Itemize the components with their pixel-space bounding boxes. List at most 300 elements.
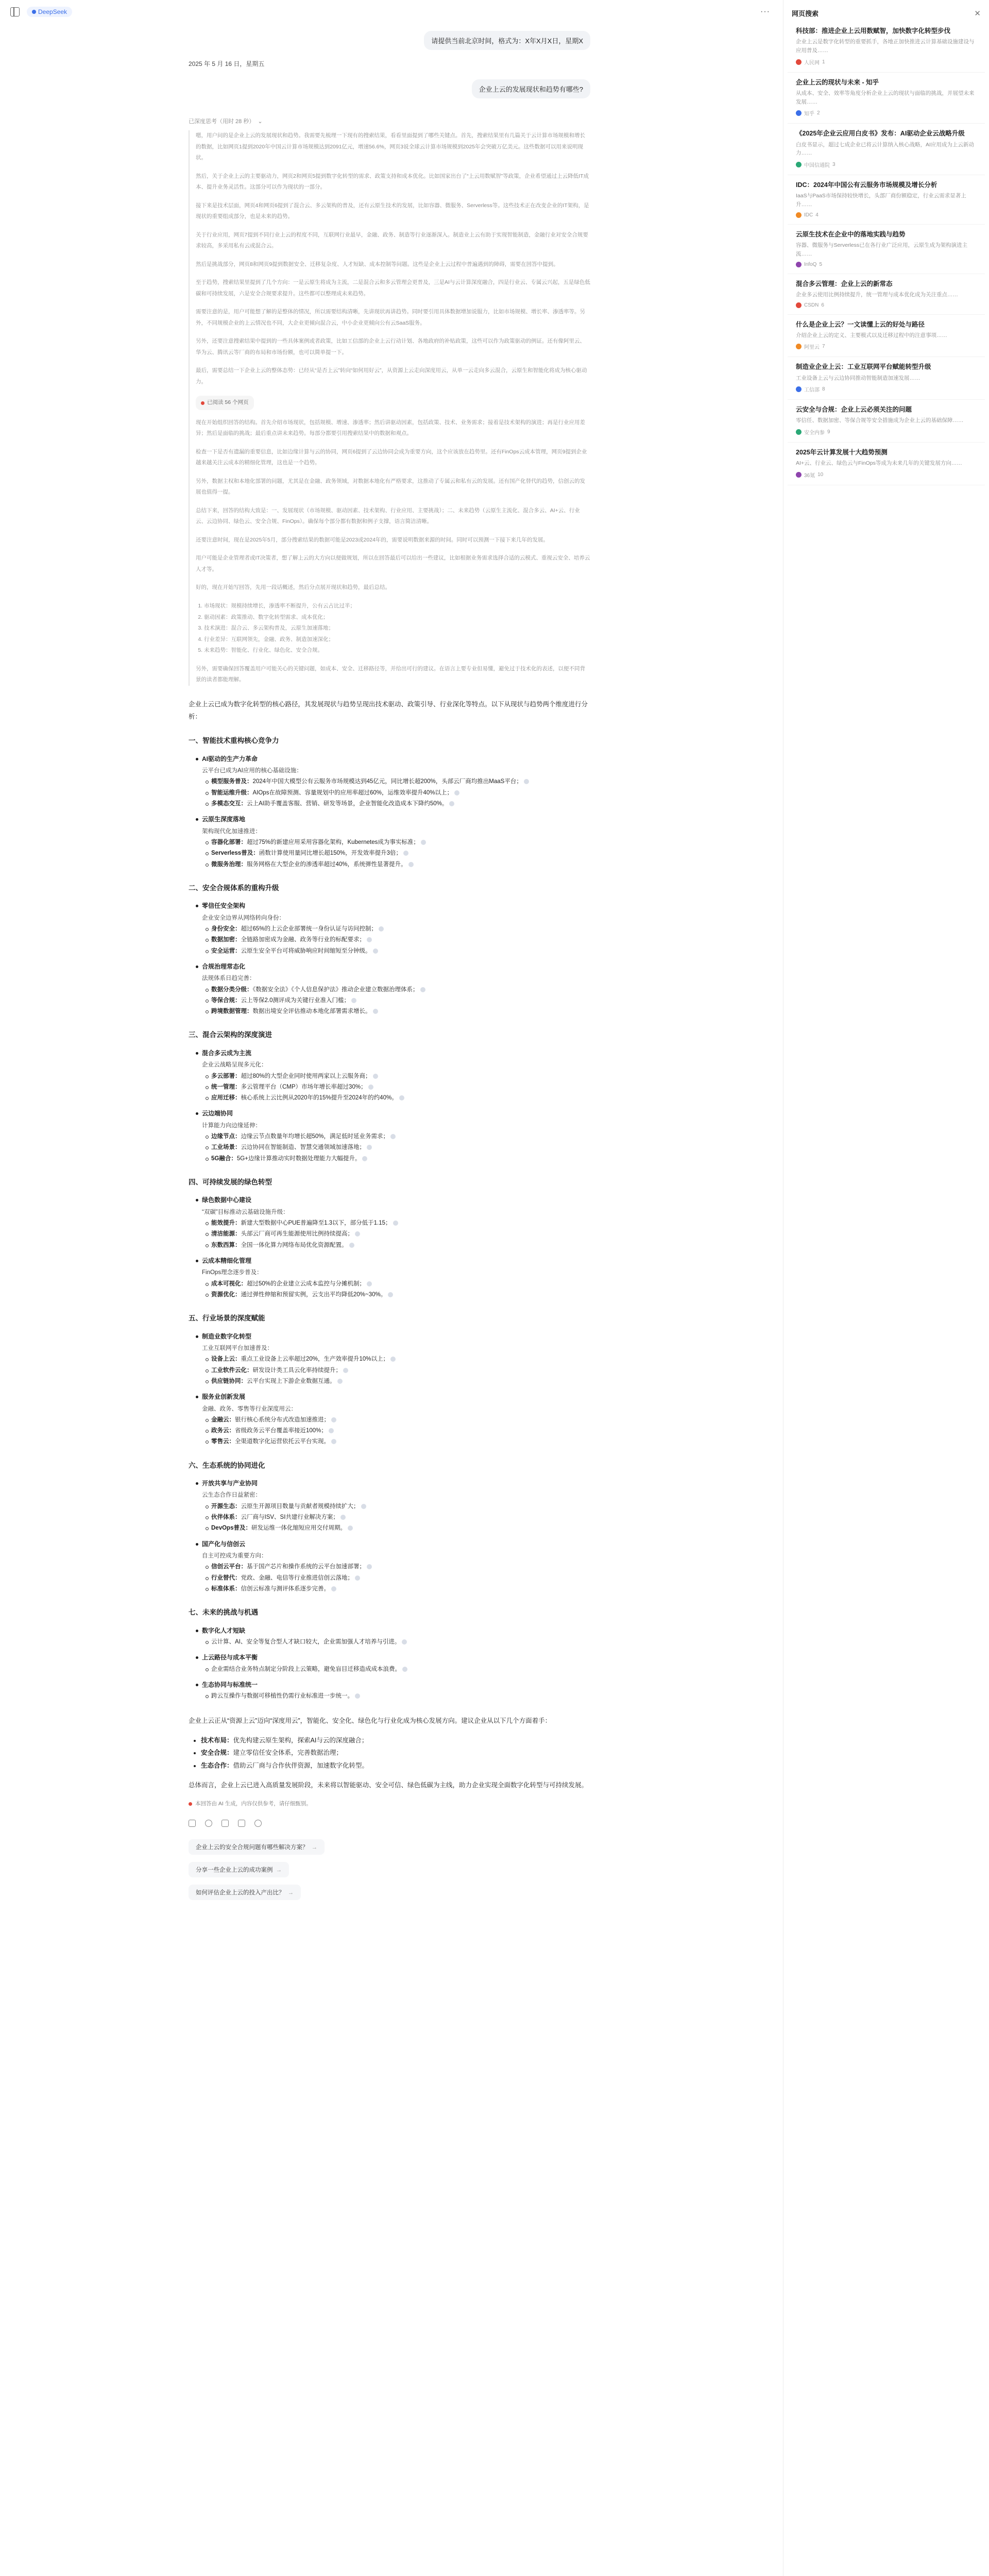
item-label: 统一管理： [211, 1083, 241, 1090]
answer-item [211, 1240, 590, 1251]
citation-icon[interactable] [367, 1281, 372, 1286]
reference-snippet: 白皮书显示，超过七成企业已将云计算纳入核心战略，AI应用成为上云新动力…… [796, 141, 974, 157]
subsection-title: 上云路径与成本平衡 [196, 1652, 590, 1664]
subsection-items [196, 776, 590, 809]
reference-number: 4 [815, 212, 819, 218]
subsection-title: 云原生深度落地 [196, 814, 590, 825]
item-text: 2024年中国大模型公有云服务市场规模达到45亿元，同比增长超200%，头部云厂商均推出MaaS平台； [252, 778, 522, 785]
answer-item [211, 1415, 590, 1426]
answer-subsection [196, 1255, 590, 1300]
reference-item[interactable] [788, 175, 985, 225]
reference-source-name: 阿里云 [804, 345, 820, 351]
citation-icon[interactable] [388, 1292, 393, 1297]
reference-title: 2025年云计算发展十大趋势预测 [796, 449, 888, 456]
citation-icon[interactable] [349, 1243, 354, 1248]
item-text: 超过65%的上云企业部署统一身份认证与访问控制； [241, 926, 378, 932]
suggested-question[interactable] [189, 1885, 301, 1900]
citation-icon[interactable] [331, 1439, 336, 1444]
answer-subsection [196, 1478, 590, 1534]
section-title: 六、生态系统的协同进化 [189, 1461, 265, 1469]
thinking-paragraph: 需要注意的是，用户可能想了解的是整体的情况，所以需要结构清晰，先讲现状再讲趋势。同时要引用具体数据增加说服力，比如市场规模、增长率、渗透率等。另外，不同规模企业的上云情况也不同，大企业更倾向混合云，中小企业更倾向公有云SaaS服务。 [196, 309, 585, 326]
answer-item [211, 848, 590, 859]
model-label: DeepSeek [38, 8, 67, 15]
answer-item [211, 788, 590, 799]
answer-item [211, 1071, 590, 1082]
subsection-items [196, 924, 590, 957]
subsection-intro: 架构现代化加速推进： [202, 828, 261, 835]
reference-source-name: IDC [804, 212, 813, 218]
answer-subsection [196, 1679, 590, 1702]
site-favicon-icon [796, 212, 802, 218]
item-label: 5G融合： [211, 1155, 237, 1162]
answer-item [211, 1436, 590, 1447]
site-favicon-icon [796, 59, 802, 65]
answer-section [189, 1312, 590, 1448]
reference-title: 混合多云管理：企业上云的新常态 [796, 280, 893, 287]
reference-source-name: InfoQ [804, 261, 817, 267]
item-text: 研发设计类工具云化率持续提升； [252, 1367, 342, 1374]
citation-icon[interactable] [367, 1564, 372, 1569]
item-text: 云上AI助手覆盖客服、营销、研发等场景，企业智能化改造成本下降约50%。 [247, 801, 448, 807]
item-label: 能效提升： [211, 1220, 241, 1227]
citation-icon[interactable] [367, 1145, 372, 1150]
user-message-row [189, 31, 590, 50]
reference-title: 制造业企业上云：工业互联网平台赋能转型升级 [796, 363, 931, 371]
answer-item [211, 1290, 590, 1300]
citation-icon[interactable] [402, 1639, 407, 1645]
thinking-paragraph: 然后，关于企业上云的主要驱动力，网页2和网页5提到数字化转型的需求、政策支持和成本优化。比如国家出台了“上云用数赋智”等政策，企业希望通过上云降低IT成本、提升业务灵活性。这部分可以作为现状的一部分。 [196, 173, 589, 191]
citation-icon[interactable] [373, 1009, 378, 1014]
item-label: 工业软件云化： [211, 1367, 253, 1374]
item-text: 云原生开源项目数量与贡献者规模持续扩大； [241, 1503, 360, 1510]
reference-panel-header [783, 0, 989, 21]
subsection-title: 制造业数字化转型 [196, 1331, 590, 1343]
answer-section [189, 1028, 590, 1164]
item-label: 安全运营： [211, 947, 241, 954]
item-label: DevOps普及： [211, 1525, 251, 1532]
conclusion-paragraph-2: 总体而言，企业上云已进入高质量发展阶段，未来将以智能驱动、安全可信、绿色低碳为主线，助力企业实现全面数字化转型与可持续发展。 [189, 1782, 588, 1789]
reference-number: 7 [822, 344, 825, 350]
thinking-paragraph: 然后是挑战部分，网页8和网页9提到数据安全、迁移复杂度、人才短缺、成本控制等问题。这些是企业上云过程中普遍遇到的障碍，需要在回答中提到。 [196, 261, 559, 267]
answer-item [211, 776, 590, 787]
item-text: 省级政务云平台覆盖率接近100%； [235, 1428, 327, 1434]
thinking-paragraph: 现在开始组织回答的结构。首先介绍市场现状，包括规模、增速、渗透率；然后讲驱动因素，包括政策、技术、业务需求；接着是技术架构的演进；再是行业应用差异；然后是面临的挑战；最后重点讲未来趋势。每部分都要引用搜索结果中的数据和观点。 [196, 419, 585, 437]
answer-item [211, 1229, 590, 1240]
reference-item[interactable] [788, 400, 985, 443]
reference-number: 5 [819, 261, 823, 267]
reference-snippet: 企业多云使用比例持续提升，统一管理与成本优化成为关注重点…… [796, 291, 958, 298]
item-label: 应用迁移： [211, 1095, 241, 1101]
item-label: 等保合规： [211, 997, 241, 1004]
user-question-row [189, 79, 590, 98]
item-label: 东数西算： [211, 1242, 241, 1248]
citation-icon[interactable] [403, 851, 408, 856]
citation-icon[interactable] [373, 1074, 378, 1079]
reference-snippet: 从成本、安全、效率等角度分析企业上云的现状与面临的挑战，并展望未来发展…… [796, 90, 975, 105]
subsection-intro: 云平台已成为AI应用的核心基础设施： [202, 768, 302, 774]
conclusion-item-text: 借助云厂商与合作伙伴资源，加速数字化转型。 [233, 1761, 369, 1769]
reference-number: 3 [832, 162, 835, 168]
conclusion-paragraph: 企业上云正从“资源上云”迈向“深度用云”，智能化、安全化、绿色化与行业化成为核心发展方向。建议企业从以下几个方面着手： [189, 1717, 552, 1724]
reference-title: 科技部：推进企业上云用数赋智，加快数字化转型步伐 [796, 27, 951, 35]
answer-item [211, 1154, 590, 1164]
thinking-paragraph: 总结下来，回答的结构大致是：一、发展现状（市场规模、驱动因素、技术架构、行业应用、主要挑战）；二、未来趋势（云原生主流化、混合多云、AI+云、行业云、云边协同、绿色云、安全合规、FinOps）。确保每个部分都有数据和例子支撑，语言简洁清晰。 [196, 507, 580, 525]
section-title: 七、未来的挑战与机遇 [189, 1608, 258, 1617]
subsection-title: 绿色数据中心建设 [196, 1194, 590, 1206]
thinking-list-item: 2. 驱动因素：政策推动、数字化转型需求、成本优化； [204, 612, 590, 623]
answer-item [211, 1006, 590, 1017]
answer-intro: 企业上云已成为数字化转型的核心路径，其发展现状与趋势呈现出技术驱动、政策引导、行业深化等特点。以下从现状与趋势两个维度进行分析： [189, 700, 588, 720]
item-label: 设备上云： [211, 1356, 241, 1363]
citation-icon[interactable] [402, 1667, 407, 1672]
subsection-title: 开放共享与产业协同 [196, 1478, 590, 1489]
section-title: 四、可持续发展的绿色转型 [189, 1178, 272, 1186]
reference-snippet: 容器、微服务与Serverless已在各行业广泛应用，云原生成为架构演进主流…… [796, 242, 968, 257]
item-label: 成本可视化： [211, 1280, 247, 1287]
reference-source [796, 343, 977, 350]
subsection-title: 零信任安全架构 [196, 900, 590, 912]
subsection-title: 云边端协同 [196, 1108, 590, 1120]
item-label: 身份安全： [211, 926, 241, 932]
answer-item [211, 995, 590, 1006]
section-title: 三、混合云架构的深度演进 [189, 1031, 272, 1039]
item-label: 容器化部署： [211, 839, 247, 846]
section-title: 二、安全合规体系的重构升级 [189, 884, 279, 892]
reference-number: 10 [817, 472, 824, 478]
item-text: 信创云标准与测评体系逐步完善。 [241, 1586, 330, 1592]
citation-icon[interactable] [331, 1586, 336, 1591]
reference-source [796, 262, 977, 267]
item-text: 云上等保2.0测评成为关键行业准入门槛； [241, 997, 350, 1004]
answer-subsection [196, 900, 590, 957]
subsection-title: 数字化人才短缺 [196, 1625, 590, 1637]
answer-section [189, 1459, 590, 1595]
citation-icon[interactable] [362, 1156, 367, 1161]
citation-icon[interactable] [524, 779, 529, 784]
item-label: 标准体系： [211, 1586, 241, 1592]
citation-icon[interactable] [379, 926, 384, 931]
answer-item [211, 837, 590, 848]
item-text: 云边协同在智能制造、智慧交通领域加速落地； [241, 1144, 365, 1151]
ai-disclaimer [189, 1799, 590, 1809]
share-icon[interactable] [254, 1820, 262, 1827]
reference-item[interactable] [788, 21, 985, 73]
item-text: 全链路加密成为金融、政务等行业的标配要求； [241, 937, 365, 943]
reference-snippet: IaaS与PaaS市场保持较快增长，头部厂商份额稳定，行业云需求显著上升…… [796, 193, 966, 208]
site-favicon-icon [796, 429, 802, 435]
item-text: 数据出境安全评估推动本地化部署需求增长。 [252, 1008, 371, 1015]
item-text: 全渠道数字化运营依托云平台实现。 [235, 1438, 330, 1445]
item-text: 跨云互操作与数据可移植性仍需行业标准进一步统一。 [211, 1693, 353, 1700]
subsection-items [196, 1637, 590, 1648]
subsection-intro: 金融、政务、零售等行业深度用云： [202, 1405, 297, 1412]
citation-icon[interactable] [329, 1428, 334, 1433]
item-text: 基于国产芯片和操作系统的云平台加速部署； [247, 1564, 365, 1570]
suggestion-list [189, 1839, 590, 1900]
chat-thread [189, 31, 590, 1907]
citation-icon[interactable] [340, 1515, 346, 1520]
reference-item[interactable] [788, 73, 985, 124]
thinking-header[interactable] [189, 117, 590, 125]
item-label: 信创云平台： [211, 1564, 247, 1570]
subsection-items [196, 837, 590, 870]
reference-snippet: 工业设备上云与云边协同推动智能制造加速发展…… [796, 375, 920, 381]
reference-panel [783, 0, 989, 2576]
answer-item [211, 1093, 590, 1104]
item-label: 数据分类分级： [211, 986, 253, 993]
answer-item [211, 1512, 590, 1523]
answer-content [189, 698, 590, 1809]
citation-icon[interactable] [399, 1095, 404, 1100]
thinking-paragraph: 最后，需要总结一下企业上云的整体态势：已经从“是否上云”转向“如何用好云”，从资源上云走向深度用云，从单一云走向多云混合，云原生和智能化将成为核心驱动力。 [196, 367, 587, 385]
thinking-list [196, 601, 590, 656]
subsection-items [196, 1354, 590, 1387]
answer-item [211, 1637, 590, 1648]
item-label: 政务云： [211, 1428, 235, 1434]
thinking-label: 已深度思考（用时 28 秒） [189, 118, 255, 125]
reference-title: 企业上云的现状与未来 - 知乎 [796, 78, 879, 86]
item-text: 超过80%的大型企业同时使用两家以上云服务商； [241, 1073, 371, 1079]
item-label: 跨境数据管理： [211, 1008, 253, 1015]
answer-section [189, 1606, 590, 1702]
reference-snippet: 企业上云是数字化转型的重要抓手，各地正加快推进云计算基础设施建设与应用普及…… [796, 39, 975, 54]
citation-icon[interactable] [393, 1221, 398, 1226]
subsection-title: 服务业创新发展 [196, 1391, 590, 1403]
subsection-intro: 自主可控成为重要方向： [202, 1553, 267, 1560]
item-text: 5G+边缘计算推动实时数据处理能力大幅提升。 [236, 1155, 361, 1162]
answer-subsection [196, 753, 590, 810]
arrow-right-icon: → [287, 1889, 294, 1896]
sidebar-toggle-icon[interactable] [10, 7, 20, 16]
item-label: 伙伴体系： [211, 1514, 241, 1521]
thinking-list-item: 1. 市场现状：规模持续增长，渗透率不断提升，公有云占比过半； [204, 601, 590, 612]
conclusion-item-text: 建立零信任安全体系，完善数据治理； [233, 1749, 343, 1757]
site-favicon-icon [796, 302, 802, 308]
more-options-button[interactable]: ··· [760, 7, 770, 16]
citation-icon[interactable] [355, 1693, 360, 1699]
answer-item [211, 1573, 590, 1584]
item-label: 资源优化： [211, 1291, 241, 1298]
site-favicon-icon [796, 344, 802, 349]
citation-icon[interactable] [361, 1504, 366, 1509]
subsection-intro: 企业云战略呈现多元化： [202, 1062, 267, 1069]
item-text: 新建大型数据中心PUE普遍降至1.3以下，部分低于1.15； [241, 1220, 391, 1227]
refs-read-badge[interactable] [196, 396, 254, 410]
citation-icon[interactable] [449, 801, 454, 806]
thinking-content [189, 130, 590, 686]
item-text: 重点工业设备上云率超过20%，生产效率提升10%以上； [241, 1356, 389, 1363]
message-actions [189, 1820, 590, 1827]
subsection-items [196, 1562, 590, 1595]
answer-subsection [196, 1652, 590, 1675]
subsection-items [196, 1279, 590, 1301]
subsection-title: 云成本精细化管理 [196, 1255, 590, 1267]
answer-subsection [196, 1331, 590, 1387]
citation-icon[interactable] [454, 790, 459, 795]
answer-section [189, 734, 590, 870]
site-favicon-icon [796, 472, 802, 478]
conclusion-item-label: 技术布局： [201, 1736, 233, 1744]
conclusion-item-label: 生态合作： [201, 1761, 233, 1769]
citation-icon[interactable] [348, 1526, 353, 1531]
item-label: 工业场景： [211, 1144, 241, 1151]
item-text: 全国一体化算力网络布局优化资源配置。 [241, 1242, 348, 1248]
thinking-paragraph: 用户可能是企业管理者或IT决策者，想了解上云的大方向以便做规划，所以在回答最后可以给出一些建议，比如根据业务需求选择合适的云模式、重视云安全、培养云人才等。 [196, 555, 590, 572]
reference-item[interactable] [788, 357, 985, 400]
item-label: 微服务治理： [211, 861, 247, 868]
site-favicon-icon [796, 162, 802, 167]
citation-icon[interactable] [331, 1417, 336, 1422]
reference-source [796, 212, 977, 218]
reference-number: 2 [817, 110, 820, 116]
user-message: 请提供当前北京时间，格式为：X年X月X日，星期X [424, 31, 590, 50]
answer-item [211, 1082, 590, 1093]
answer-item [211, 1131, 590, 1142]
reference-list [783, 21, 989, 485]
citation-icon[interactable] [390, 1357, 396, 1362]
citation-icon[interactable] [367, 937, 372, 942]
citation-icon[interactable] [355, 1231, 360, 1236]
subsection-intro: 计算能力向边缘延伸： [202, 1122, 261, 1129]
item-text: 超过50%的企业建立云成本监控与分摊机制； [247, 1280, 366, 1287]
model-badge[interactable] [27, 7, 72, 17]
reference-source-name: 工信部 [804, 387, 820, 394]
reference-number: 6 [821, 302, 824, 308]
top-bar [0, 0, 783, 24]
item-label: 智能运维升级： [211, 789, 253, 796]
reference-panel-title: 网页搜索 [792, 10, 819, 18]
item-label: Serverless普及： [211, 850, 259, 857]
citation-icon[interactable] [408, 862, 414, 867]
subsection-intro: 法规体系日趋完善： [202, 975, 255, 982]
subsection-intro: 企业安全边界从网络转向身份： [202, 914, 285, 921]
thinking-paragraph: 嗯，用户问的是企业上云的发展现状和趋势。我需要先梳理一下现有的搜索结果，看看里面提到了哪些关键点。首先，搜索结果里有几篇关于云计算市场规模和增长的数据，比如网页1提到2020年中国云计算市场规模达到2091亿元，增速56.6%，网页3说全球云计算市场规模到2025年会突破万亿美元。这些数据可以用来说明现状。 [196, 132, 585, 161]
answer-subsection [196, 1108, 590, 1164]
suggested-question[interactable] [189, 1839, 325, 1855]
citation-icon[interactable] [421, 840, 426, 845]
subsection-items [196, 1218, 590, 1251]
reference-title: 《2025年企业云应用白皮书》发布：AI驱动企业云战略升级 [796, 130, 965, 138]
reference-item[interactable] [788, 443, 985, 485]
subsection-title: 混合多云成为主流 [196, 1047, 590, 1059]
subsection-intro: 工业互联网平台加速普及： [202, 1345, 273, 1351]
item-text: 云平台实现上下游企业数据互通。 [247, 1378, 336, 1384]
answer-subsection [196, 1391, 590, 1448]
model-dot-icon [32, 10, 36, 14]
thinking-paragraph: 好的，现在开始写回答，先用一段话概述，然后分点展开现状和趋势，最后总结。 [196, 584, 390, 591]
answer-item [211, 946, 590, 957]
reference-item[interactable] [788, 225, 985, 274]
thinking-list-item: 5. 未来趋势：智能化、行业化、绿色化、安全合规。 [204, 645, 590, 656]
answer-subsection [196, 814, 590, 870]
suggested-question[interactable] [189, 1862, 289, 1877]
item-text: 云原生安全平台可将威胁响应时间缩短至分钟级。 [241, 947, 371, 954]
item-text: 服务网格在大型企业的渗透率超过40%，系统弹性显著提升。 [247, 861, 407, 868]
thumbs-down-icon[interactable] [238, 1820, 245, 1827]
answer-subsection [196, 1538, 590, 1595]
conclusion-item [201, 1759, 590, 1772]
citation-icon[interactable] [337, 1379, 343, 1384]
answer-item [211, 799, 590, 809]
citation-icon[interactable] [373, 948, 378, 954]
thinking-list-item: 4. 行业差异：互联网领先，金融、政务、制造加速深化； [204, 634, 590, 646]
reference-title: IDC：2024年中国公有云服务市场规模及增长分析 [796, 181, 937, 189]
subsection-items [196, 1131, 590, 1164]
item-label: 边缘节点： [211, 1133, 241, 1140]
subsection-intro: “双碳”目标推动云基础设施升级： [202, 1209, 289, 1215]
citation-icon[interactable] [343, 1368, 348, 1373]
conclusion-list [189, 1734, 590, 1772]
reference-source-name: 知乎 [804, 111, 814, 117]
suggested-question-text: 如何评估企业上云的投入产出比？ [196, 1889, 285, 1896]
subsection-title: AI驱动的生产力革命 [196, 753, 590, 765]
answer-item [211, 1365, 590, 1376]
citation-icon[interactable] [390, 1134, 396, 1139]
citation-icon[interactable] [351, 998, 356, 1003]
item-text: 函数计算使用量同比增长超150%，开发效率提升3倍； [259, 850, 402, 857]
subsection-items [196, 985, 590, 1018]
thinking-list-item: 3. 技术演进：混合云、多云架构普及，云原生加速落地； [204, 623, 590, 634]
answer-item [211, 1523, 590, 1534]
answer-item [211, 1664, 590, 1675]
answer-item [211, 935, 590, 945]
answer-item [211, 924, 590, 935]
answer-sections [189, 734, 590, 1702]
item-label: 模型服务普及： [211, 778, 253, 785]
reference-item[interactable] [788, 274, 985, 315]
item-label: 零售云： [211, 1438, 235, 1445]
citation-icon[interactable] [368, 1084, 373, 1090]
reference-title: 云安全与合规：企业上云必须关注的问题 [796, 406, 912, 414]
citation-icon[interactable] [420, 987, 425, 992]
item-text: 头部云厂商可再生能源使用比例持续提高； [241, 1231, 353, 1238]
citation-icon[interactable] [355, 1575, 360, 1581]
suggested-question-text: 分享一些企业上云的成功案例 [196, 1867, 273, 1873]
reference-number: 9 [827, 429, 830, 435]
subsection-title: 生态协同与标准统一 [196, 1679, 590, 1691]
reference-source [796, 385, 977, 393]
ai-note-text: 本回答由 AI 生成，内容仅供参考，请仔细甄别。 [195, 1801, 312, 1807]
close-icon[interactable]: ✕ [974, 9, 981, 18]
item-label: 多云部署： [211, 1073, 241, 1079]
answer-item [211, 1142, 590, 1153]
section-title: 五、行业场景的深度赋能 [189, 1314, 265, 1323]
reference-item[interactable] [788, 315, 985, 358]
reference-title: 云原生技术在企业中的落地实践与趋势 [796, 230, 906, 238]
item-text: 通过弹性伸缩和预留实例，云支出平均降低20%~30%。 [241, 1291, 387, 1298]
reference-item[interactable] [788, 124, 985, 175]
copy-icon[interactable] [189, 1820, 196, 1827]
item-label: 清洁能源： [211, 1231, 241, 1238]
suggested-question-text: 企业上云的安全合规问题有哪些解决方案？ [196, 1844, 309, 1851]
reference-snippet: 零信任、数据加密、等保合规等安全措施成为企业上云的基础保障…… [796, 417, 964, 424]
answer-subsection [196, 1194, 590, 1251]
thinking-paragraph: 关于行业应用，网页7提到不同行业上云的程度不同，互联网行业最早，金融、政务、制造等行业逐渐深入。制造业上云有助于实现智能制造，金融行业对安全合规要求较高，多采用私有云或混合云。 [196, 231, 588, 249]
reference-snippet: 介绍企业上云的定义、主要模式以及迁移过程中的注意事项…… [796, 332, 947, 338]
reference-number: 1 [822, 59, 825, 65]
thumbs-up-icon[interactable] [221, 1820, 229, 1827]
answer-subsection [196, 1625, 590, 1648]
answer-subsection [196, 961, 590, 1018]
item-label: 数据加密： [211, 937, 241, 943]
item-text: 党政、金融、电信等行业推进信创云落地； [241, 1574, 353, 1581]
reference-source-name: 人民网 [804, 60, 820, 66]
reference-source-name: CSDN [804, 302, 819, 308]
regenerate-icon[interactable] [205, 1820, 212, 1827]
thinking-paragraph: 另外，还要注意搜索结果中提到的一些具体案例或者政策，比如工信部的企业上云行动计划、各地政府的补贴政策，这些可以作为政策驱动的例证。还有像阿里云、华为云、腾讯云等厂商的布局和市场份额，也可以简单提一下。 [196, 338, 585, 355]
site-favicon-icon [796, 110, 802, 116]
site-favicon-icon [796, 262, 802, 267]
